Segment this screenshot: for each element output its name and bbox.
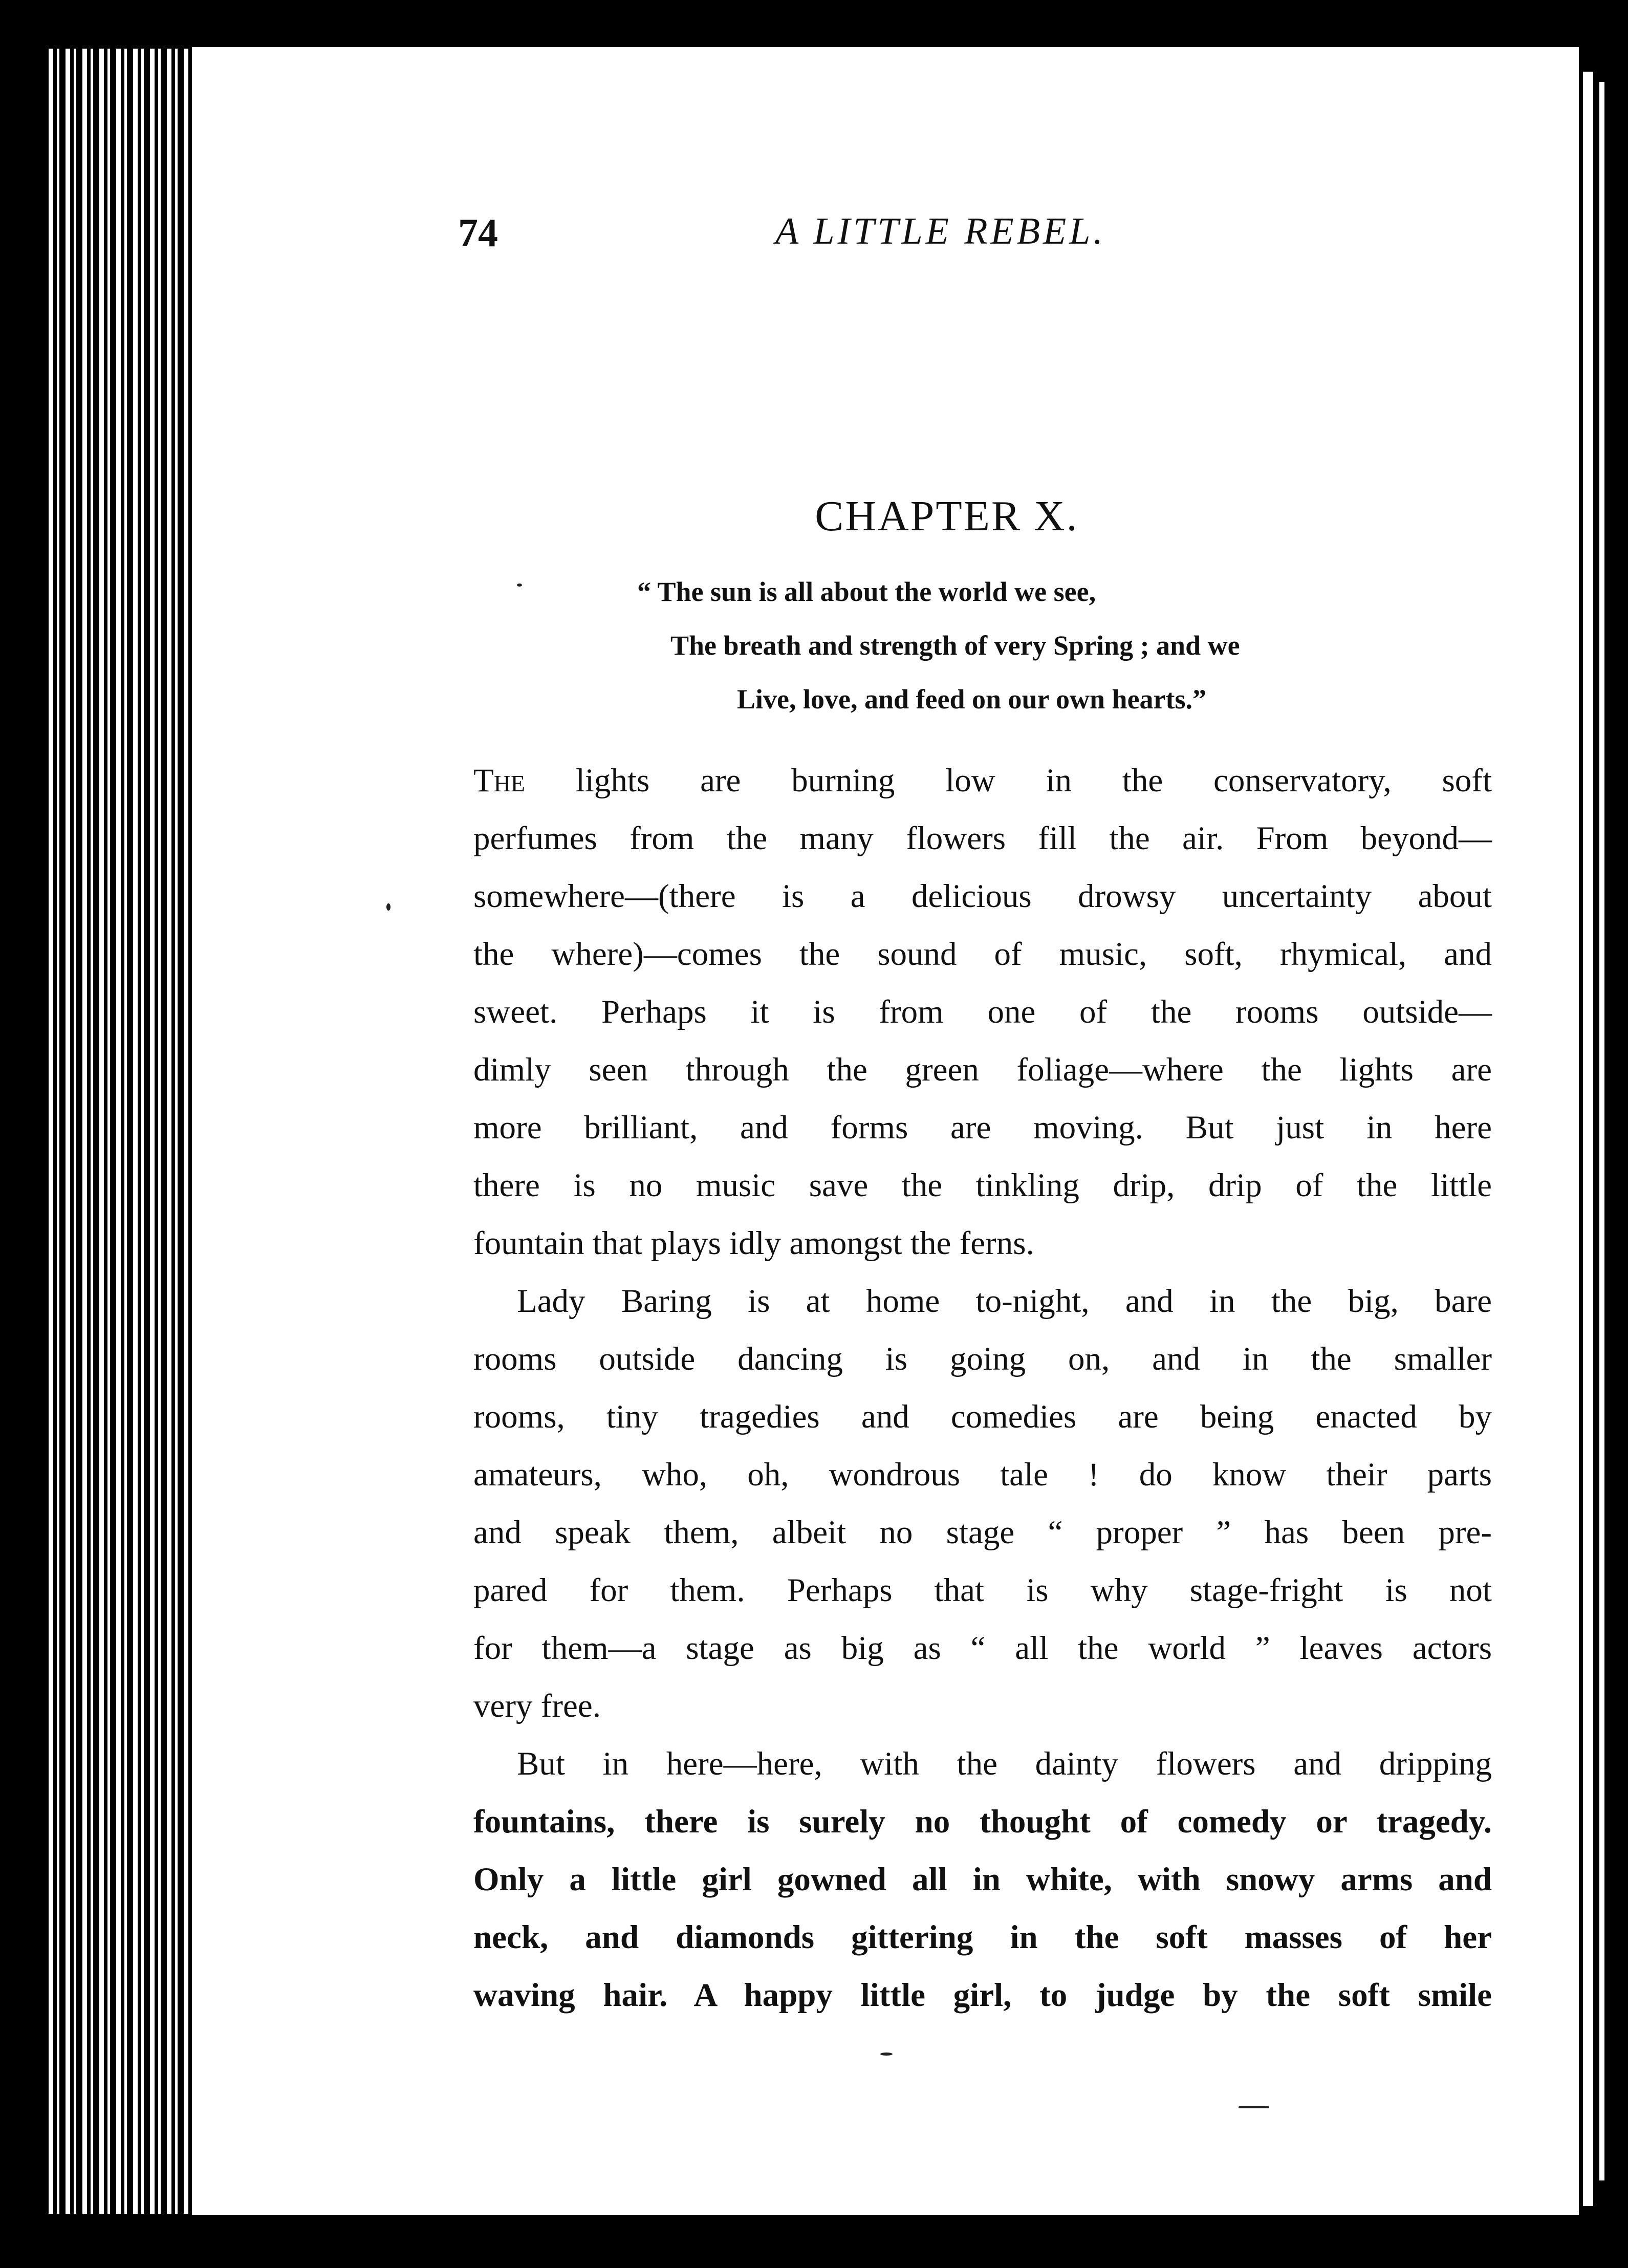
text-line: pared for them. Perhaps that is why stage-fright is not: [473, 1572, 1492, 1609]
text-line: Lady Baring is at home to-night, and in the big, bare: [517, 1283, 1492, 1320]
text-line: fountain that plays idly amongst the ferns.: [473, 1225, 1034, 1262]
text-line: somewhere—(there is a delicious drowsy uncertainty about: [473, 878, 1492, 915]
text-line: and speak them, albeit no stage “ proper ” has been pre-: [473, 1514, 1492, 1551]
running-title: A LITTLE REBEL.: [775, 210, 1106, 252]
text-line: sweet. Perhaps it is from one of the rooms outside—: [473, 993, 1492, 1030]
text-line: The lights are burning low in the conservatory, soft: [473, 762, 1492, 799]
text-line: very free.: [473, 1688, 601, 1724]
right-page-edge: [1583, 72, 1593, 2206]
text-line: fountains, there is surely no thought of comedy or tragedy.: [473, 1803, 1492, 1840]
text-line: amateurs, who, oh, wondrous tale ! do know their parts: [473, 1456, 1492, 1493]
page-edges: [49, 49, 189, 2214]
opening-word: The: [473, 762, 526, 799]
text-line: dimly seen through the green foliage—where the lights are: [473, 1051, 1492, 1088]
epigraph-line: Live, love, and feed on our own hearts.”: [737, 684, 1207, 715]
text-line: perfumes from the many flowers fill the air. From beyond—: [473, 820, 1492, 857]
text-line: more brilliant, and forms are moving. But just in here: [473, 1109, 1492, 1146]
epigraph-line: “ The sun is all about the world we see,: [637, 576, 1096, 607]
text-line: neck, and diamonds gittering in the soft masses of her: [473, 1919, 1492, 1956]
text-line: waving hair. A happy little girl, to judge by the soft smile: [473, 1977, 1492, 2014]
scan-speck: [880, 2053, 893, 2056]
scan-speck: [1239, 2106, 1269, 2108]
text-line: rooms outside dancing is going on, and in the smaller: [473, 1341, 1492, 1377]
text-line: rooms, tiny tragedies and comedies are being enacted by: [473, 1398, 1492, 1435]
text-line: Only a little girl gowned all in white, with snowy arms and: [473, 1861, 1492, 1898]
text-line: there is no music save the tinkling drip, drip of the little: [473, 1167, 1492, 1204]
scan-speck: [386, 903, 390, 911]
epigraph-line: The breath and strength of very Spring ; and we: [670, 630, 1240, 661]
text-line: But in here—here, with the dainty flowers and dripping: [517, 1745, 1492, 1782]
right-page-edge-outer: [1599, 82, 1604, 2180]
text-line: the where)—comes the sound of music, soft, rhymical, and: [473, 936, 1492, 973]
running-head: [458, 210, 1236, 261]
scan-speck: [517, 584, 522, 587]
text-line: for them—a stage as big as “ all the world ” leaves actors: [473, 1630, 1492, 1667]
chapter-title: CHAPTER X.: [815, 492, 1079, 540]
page-number: 74: [458, 210, 498, 255]
